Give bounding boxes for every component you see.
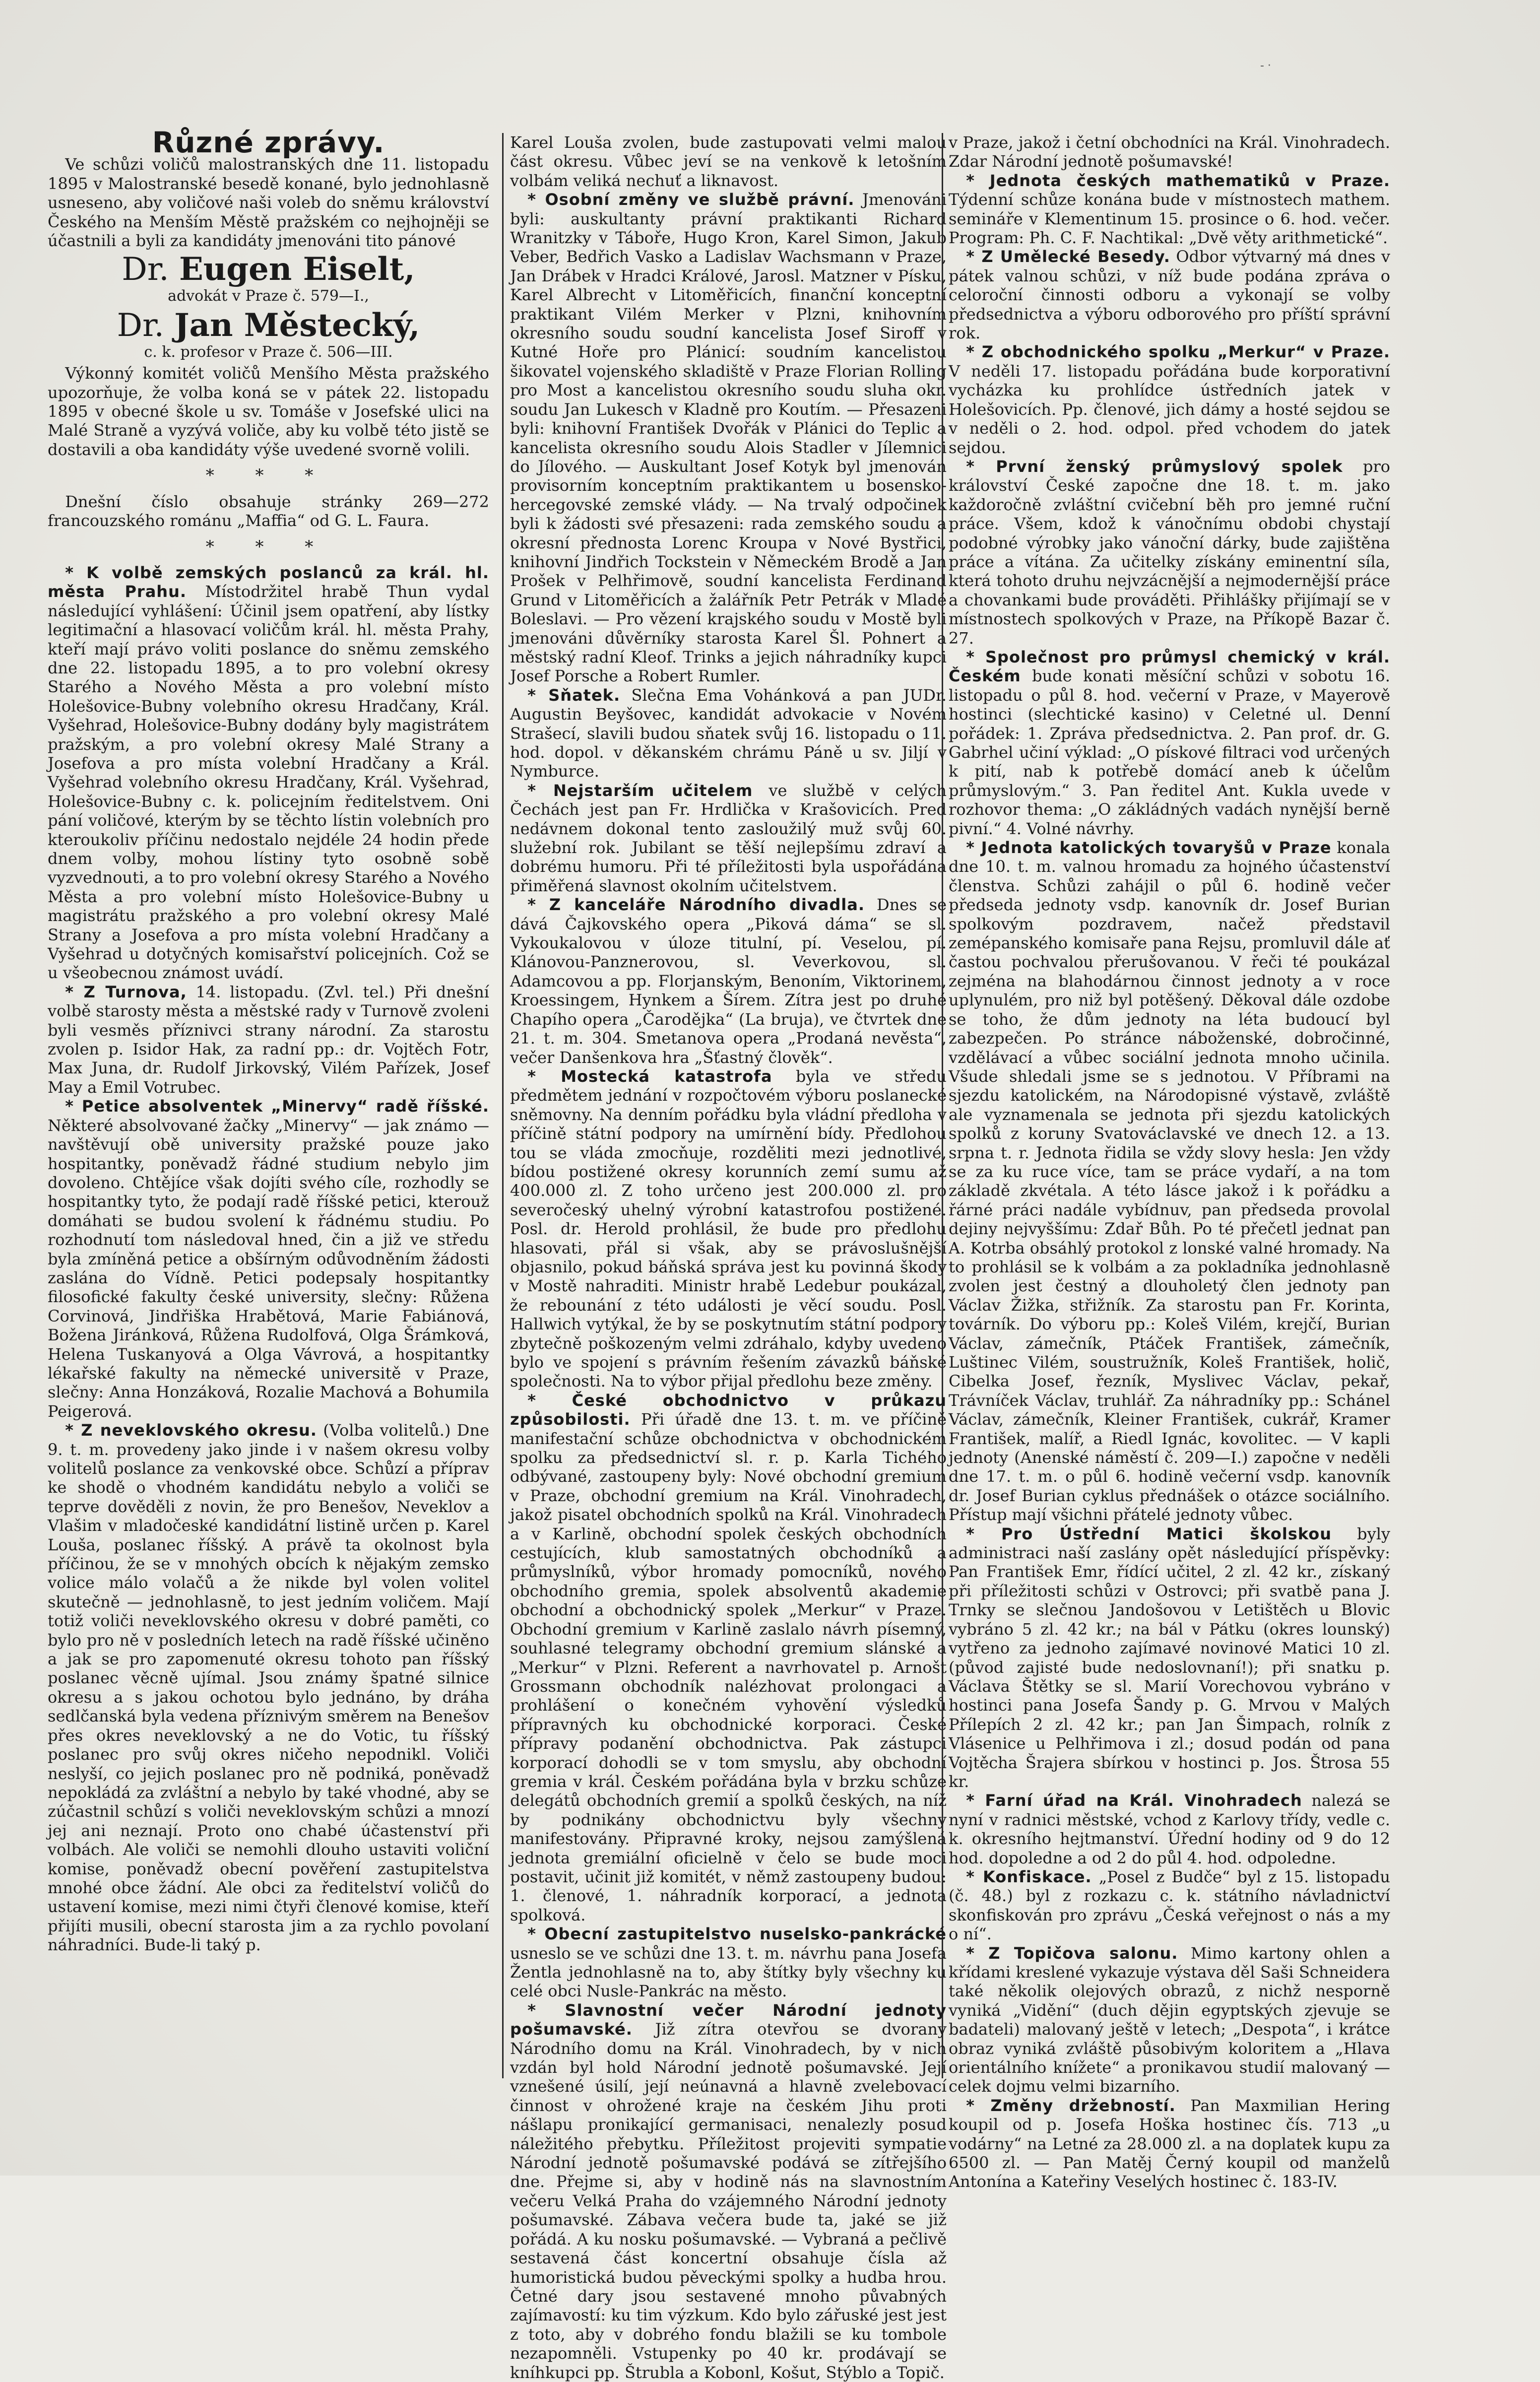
news-heading: * Konfiskace. [966, 1867, 1092, 1886]
paragraph: Ve schůzi voličů malostranských dne 11. listopadu 1895 v Malostranské besedě konané, bylo jednohlasně usneseno, aby voličové naši voleb do sněmu království Českého na Menším Městě pražském co nejhojněji se účastnili a byli za kandidáty jmenováni tito pánové [48, 155, 489, 251]
news-item [949, 247, 1390, 342]
news-body: ve službě v celých Čechách jest pan Fr. Hrdlička v Krašovicích. Pred nedávnem dokonal tento zasloužilý muž svůj 60. služební rok. Jubilant se těší nejlepšímu zdraví a dobrému humoru. Při té příležitosti byla uspořádána přiměřená slavnost okolním učitelstvem. [510, 781, 947, 895]
news-body: (Volba volitelů.) Dne 9. t. m. provedeny jako jinde i v našem okresu volby volitelů poslance za venkovské obce. Schůzí a příprav ke shodě o vhodném kandidátu nebylo a voliči se teprve dověděli z novin, že pro Benešov, Neveklov a Vlašim v mladočeské kandidátní listině určen p. Karel Louša, poslanec říšský. A právě ta okolnost byla příčinou, že se v mnohých obcích k nějakým zemsko volice málo volačů a že nikde byl volen volitel skutečně — jednohlasně, to jest jedním voličem. Mají totiž voliči neveklovského okresu v dobré paměti, co bylo pro ně v posledních letech na radě říšské učiněno a jak se pro zapomenuté okresu tohoto pan říšský poslanec věcně ujímal. Jsou známy špatné silnice okresu a s jakou ochotou bylo jednáno, by dráha sedlčanská byla vedena příznivým směrem na Benešov přes okres neveklovský a ne do Votic, tu říšský poslanec pro svůj okres ničeho nepodnikl. Voliči neslyší, co jejich poslanec pro ně podniká, poněvadž nepokládá za zvláštní a nebylo by také vhodné, aby se zúčastnil schůzí s voliči neveklovským schůzi a mnozí jej ani neznají. Proto ono chabé účastenství při volbách. Ale voliči se nemohli dlouho ustaviti voliční komise, poněvadž obecní pověření zastupitelstva mnohé obce žádní. Ale obci za ředitelství voličů do ustavení komise, mezi nimi čtyři členové komise, kteří přijíti musili, obecní starosta jim a za rychlo povolaní náhradníci. Bude-li taký p. [48, 1421, 490, 1955]
candidate-2 [48, 308, 489, 362]
news-heading: * Jednota katolických tovaryšů v Praze [966, 838, 1332, 858]
news-body: pro království České započne dne 18. t. m. jako každoročně zvláštní cvičební běh pro jemné ruční práce. Všem, kdož k vánočnímu obdobi chystají podobné výrobky jako vánoční dárky, bude zajištěna práce a vítána. Za učitelky získány eminentní síla, která tohoto druhu nejvzácnější a nejmodernější práce a chovankami bude prováděti. Přihlášky přijímají se v místnostech spolkových v Praze, na Příkopě Bazar č. 27. [949, 457, 1391, 648]
column-3 [949, 133, 1391, 2191]
paragraph: Dnešní číslo obsahuje stránky 269—272 francouzského románu „Maffia“ od G. L. Faura. [48, 492, 489, 530]
news-body: bude konati měsíční schůzi v sobotu 16. listopadu o půl 8. hod. večerní v Praze, v Mayerově hostinci (slechtické kasino) v Celetné ul. Denní pořádek: 1. Zpráva předsednictva. 2. Pan prof. dr. G. Gabrhel učiní výklad: „O pískové filtraci vod určených k pití, nab k potřebě domácí aneb k účelům průmyslovým.“ 3. Pan ředitel Ant. Kukla uvede v rozhovor thema: „O zákládných vadách nynější berně pivní.“ 4. Volné návrhy. [949, 666, 1391, 838]
candidate-title: Dr. [122, 251, 169, 288]
news-item [510, 2001, 947, 2382]
news-heading: * Z Umělecké Besedy. [966, 247, 1170, 266]
news-item [510, 781, 947, 895]
news-item [48, 1097, 489, 1421]
news-body: 14. listopadu. (Zvl. tel.) Při dnešní volbě starosty města a městské rady v Turnově zvoleni byli vesměs příznivci strany národní. Za starostu zvolen p. Isidor Hak, za radní pp.: dr. Vojtěch Fotr, Max Juna, dr. Rudolf Jirkovský, Vilém Pařízek, Josef May a Emil Votrubec. [48, 982, 490, 1097]
candidate-name: Eugen Eiselt, [179, 251, 415, 288]
news-body: Jmenováni byli: auskultanty právní praktikanti Richard Wranitzky v Táboře, Hugo Kron, Karel Simon, Jakub Veber, Bedřich Vasko a Ladislav Wachsmann v Praze, Jan Drábek v Hradci Králové, Jarosl. Matzner v Písku, Karel Albrecht v Litoměřicích, finanční konceptní praktikant Vilém Merker v Plzni, knihovním okresního soudu soudní kancelista Josef Siroff v Kutné Hoře pro Plánicí: soudním kancelistou šikovatel vojenského skladiště v Praze Florian Rolling pro Most a kancelistou okresního soudu sluha okr. soudu Jan Lukesch v Kladně pro Koutím. — Přesazeni byli: knihovní František Dvořák v Plánici do Teplic a kancelista okresního soudu Alois Stadler v Jílemnici do Jílového. — Auskultant Josef Kotyk byl jmenován provisorním konceptním praktikantem u bosensko-hercegovské zemské vlády. — Na trvalý odpočinek byli k žádosti své přesazeni: rada zemského soudu a okresní přednosta Lorenc Kroupa v Nové Bystřici, knihovní Jindřich Tockstein v Německém Brodě a Jan Prošek v Pelhřimově, soudní kancelista Ferdinand Grund v Litoměřicích a žalářník Petr Petrák v Mladé Boleslavi. — Pro vězení krajského soudu v Mostě byli jmenováni důvěrníky starosta Karel Šl. Pohnert a městský radní Kleof. Trinks a jejich náhradníky kupci Josef Porsche a Robert Rumler. [510, 190, 947, 686]
news-item [949, 1944, 1390, 2096]
news-item [510, 1924, 947, 2001]
candidate-address: c. k. profesor v Praze č. 506—III. [144, 343, 393, 361]
news-heading: * České obchodnictvo v průkazu způsobilosti. [510, 1390, 947, 1429]
news-item [510, 895, 947, 1067]
news-item [949, 1524, 1390, 1791]
news-item [949, 171, 1390, 248]
paragraph: Karel Louša zvolen, bude zastupovati velmi malou část okresu. Vůbec jeví se na venkově k letošním volbám veliká nechuť a liknavost. [510, 133, 947, 190]
news-body: Místodržitel hrabě Thun vydal následující vyhlášení: Účinil jsem opatření, aby lístky legitimační a hlasovací voličům král. hl. města Prahy, kteří mají právo voliti poslance do sněmu zemského dne 22. listopadu 1895, a to pro volební okresy Starého a Nového Města a pro volební místo Holešovice-Bubny volebního okresu Hradčany, Král. Vyšehrad, Holešovice-Bubny dodány byly magistrátem pražským, a pro volební okresy Malé Strany a Josefova a pro místa volební Hradčany a Král. Vyšehrad volebního okresu Hradčany, Král. Vyšehrad, Holešovice-Bubny c. k. policejním ředitelstvem. Oni pání voličové, kterým by se těchto lístin volebních pro kteroukoliv příčinu nedostalo nejdéle 24 hodin přede dnem volby, mohou lístiny tyto osobně sobě vyzvednouti, a to pro volební okresy Starého a Nového Města a pro volební místo Holešovice-Bubny u magistrátu pražského a pro volební okresy Malé Strany a Josefova a pro místa volební Hradčany a Vyšehrad u dotyčných komisařství policejních. Což se u všeobecnou známost uvádí. [48, 582, 490, 983]
news-body: Mimo kartony ohlen a křídami kreslené vykazuje výstava děl Saši Schneidera také několik olejových obrazů, z nichž nesporně vyniká „Vidění“ (duch dějin egyptských zjevuje se badateli) malovaný ještě v letech; „Despota“, i krátce obraz vyniká zvláště působivým koloritem a „Hlava orientálního knížete“ a pronikavou studií malovaný — celek dojmu velmi bizarního. [949, 1943, 1391, 2096]
news-item [510, 1391, 947, 1924]
news-heading: * Obecní zastupitelstvo nuselsko-pankrácké [527, 1924, 947, 1944]
news-body: Týdenní schůze konána bude v místnostech mathem. semináře v Klementinum 15. prosince o 6. hod. večer. Program: Ph. C. F. Nachtikal: „Dvě věty arithmetické“. [949, 190, 1390, 248]
news-item [949, 838, 1390, 1524]
news-heading: * Z kanceláře Národního divadla. [527, 895, 865, 915]
news-heading: * Společnost pro průmysl chemický v král. Českém [949, 647, 1390, 686]
news-body: Pan Maxmilian Hering koupil od p. Josefa Hoška hostinec čís. 713 „u vodárny“ na Letné za 28.000 zl. a na doplatek kupu za 6500 zl. — Pan Matěj Černý koupil od manželů Antonína a Kateřiny Veselých hostinec č. 183-IV. [949, 2096, 1391, 2191]
asterism: * * * [205, 536, 331, 557]
news-item [949, 1867, 1390, 1944]
news-heading: * K volbě zemských poslanců za král. hl. města Prahu. [48, 563, 489, 601]
candidate-title: Dr. [117, 307, 164, 344]
paragraph: Výkonný komitét voličů Menšího Města pražského upozorňuje, že volba koná se v pátek 22. listopadu 1895 v obecné škole u sv. Tomáše v Josefské ulici na Malé Straně a vyzývá voliče, aby ku volbě této jistě se dostavili a oba kandidáty výše uvedené svorně volili. [48, 364, 489, 459]
column-2 [510, 133, 947, 2382]
news-item [48, 1421, 489, 1954]
news-heading: * Jednota českých mathematiků v Praze. [966, 171, 1390, 190]
news-heading: * Z neveklovského okresu. [65, 1421, 317, 1440]
news-heading: * Z Turnova, [65, 982, 187, 1001]
news-body: byly administraci naší zaslány opět následující příspěvky: Pan František Emr, řídící učitel, 2 zl. 42 kr., získaný při příležitosti schůzi v Ostrovci; při svatbě pana J. Trnky se slečnou Jandošovou v Letištěch u Blovic vybráno 5 zl. 42 kr.; na bál v Pátku (okres lounský) vytřeno za jednoho zajímavé novinové Matici 10 zl. (původ zajisté bude nedoslovnaní!); při snatku p. Václava Štětky se sl. Marií Vorechovou vybráno v hostinci pana Josefa Šandy p. G. Mrvou v Malých Přílepích 2 zl. 42 kr.; pan Jan Šimpach, rolník z Vlásenice u Pelhřimova i zl.; dosud podán od pana Vojtěcha Šrajera sbírkou v hostinci p. Jos. Štrosa 55 kr. [949, 1524, 1391, 1791]
candidate-address: advokát v Praze č. 579—I., [168, 287, 369, 305]
news-heading: * Pro Ústřední Matici školskou [966, 1524, 1332, 1543]
news-item [949, 457, 1390, 648]
news-item [949, 342, 1390, 457]
news-body: usneslo se ve schůzi dne 13. t. m. návrhu pana Josefa Žentla jednohlasně na to, aby štítky byly všechny ku celé obci Nusle-Pankrác na město. [510, 1943, 947, 2001]
news-heading: * Slavnostní večer Národní jednoty pošumavské. [510, 2000, 947, 2039]
corner-mark: - · [1260, 60, 1271, 72]
news-body: byla ve středu předmětem jednání v rozpočtovém výboru poslanecké sněmovny. Na denním pořádku byla vládní předloha v příčině státní podpory na umírnění bídy. Předlohou tou se vláda zmocňuje, rozděliti mezi jednotlivé, bídou postižené okresy korunních zemí sumu až 400.000 zl. Z toho určeno jest 200.000 zl. pro severočeský uhelný výrobní katastrofou postižené. Posl. dr. Herold prohlásil, že bude pro předlohu hlasovati, přál si však, aby se právoslušnější objasnilo, pokud báňská správa jest ku povinná škody v Mostě nahraditi. Ministr hrabě Ledebur poukázal, že rebounání z této události je věcí soudu. Posl. Hallwich vytýkal, že by se poskytnutím státní podpory zbytečně poškozeným velmi zdráhalo, kdyby uvedeno bylo ve spojení s právním řešením závazků báňské společnosti. Na to výbor přijal předlohu beze změny. [510, 1066, 947, 1391]
column-rule [502, 133, 504, 2078]
candidate-1 [48, 252, 489, 306]
news-heading: * Petice absolventek „Minervy“ radě říšské. [65, 1097, 489, 1116]
news-body: „Posel z Budče“ byl z 15. listopadu (č. 48.) byl z rozkazu c. k. státního návladnictví skonfiskován pro zprávu „Česká veřejnost o nás a my o ní“. [949, 1867, 1391, 1944]
news-item [949, 1791, 1390, 1867]
news-body: Dnes se dává Čajkovského opera „Piková dáma“ se sl. Vykoukalovou v úloze titulní, pí. Veselou, pí. Klánovou-Panznerovou, sl. Veverkovou, sl. Adamcovou a pp. Florjanským, Benoním, Viktorinem, Kroessingem, Hynkem a Šírem. Zítra jest po druhé Chapího opera „Čarodějka“ (La bruja), ve čtvrtek dne 21. t. m. 304. Smetanova opera „Prodaná nevěsta“, večer Danšenkova hra „Šťastný člověk“. [510, 895, 947, 1067]
news-body: nalezá se nyní v radnici městské, vchod z Karlovy třídy, vedle c. k. okresního hejtmanství. Úřední hodiny od 9 do 12 hod. dopoledne a od 2 do půl 4. hod. odpoledne. [949, 1791, 1391, 1867]
news-heading: * Z Topičova salonu. [966, 1943, 1178, 1963]
news-item [48, 983, 489, 1097]
news-heading: * Osobní změny ve službě právní. [527, 190, 855, 209]
column-1 [48, 126, 490, 2088]
news-heading: * Z obchodnického spolku „Merkur“ v Praze. [966, 342, 1390, 362]
asterism: * * * [205, 465, 331, 486]
news-body: Při úřadě dne 13. t. m. ve příčině manifestační schůze obchodnictva v obchodnickém spolku za předsednictví sl. r. p. Karla Tichého odbývané, zastoupeny byly: Nové obchodní gremium v Praze, obchodní gremium na Král. Vinohradech, jakož pisatel obchodních spolků na Král. Vinohradech a v Karlině, obchodní spolek českých obchodních cestujících, klub samostatných obchodníků a průmyslníků, výbor hromady pomocníků, nového obchodního gremia, spolek absolventů akademie obchodní a obchodnický spolek „Merkur“ v Praze. Obchodní gremium v Karlině zaslalo návrh písemný, souhlasné telegramy obchodní gremium slánské a „Merkur“ v Plzni. Referent a navrhovatel p. Arnošt Grossmann obchodník nalézhovat prolongaci a prohlášení o konečném vyhovění výsledků přípravných ku obchodnické korporaci. České přípravy podanění obchodnictva. Pak zástupci korporací dohodli se v tom smyslu, aby obchodní gremia v král. Českém pořádána byla v brzku schůze delegátů obchodních gremií a spolků českých, na níž by podnikány obchodnictvu byly všechny manifestovány. Připravné kroky, nejsou zamýšlená jednota gremiální oficielně v čelo se bude moci postavit, učinit již komitét, v němž zastoupeny budou: 1. členové, 1. náhradník korporací, a jednota spolková. [510, 1410, 947, 1924]
news-heading: * První ženský průmyslový spolek [966, 457, 1343, 476]
news-item [510, 1067, 947, 1391]
news-body: Již zítra otevřou se dvorany Národního domu na Král. Vinohradech, by v nich vzdán byl hold Národní jednotě pošumavské. Její vznešené úsilí, její neúnavná a hlavně zvelebovací činnost v ohrožené kraje na českém Jihu proti nášlapu pronikající germanisaci, nenalezly posud náležitého přebytku. Příležitost projeviti sympatie Národní jednotě pošumavské podává se zítřejšího dne. Přejme si, aby v hodině nás na slavnostním večeru Velká Praha do vzájemného Národní jednoty pošumavské. Zábava večera bude ta, jaké se již pořádá. A ku nosku pošumavské. — Vybraná a pečlivě sestavená část koncertní obsahuje čísla až humoristická budou pěveckými spolky a hudba hrou. Četné dary jsou sestavené mnoho půvabných zajímavostí: ku tim výzkum. Kdo bylo zářuské jest jest z toto, aby v dobrého fondu blažili se ku tombole nezapomněli. Vstupenky po 40 kr. prodávají se kníhkupci pp. Štrubla a Kobonl, Košut, Stýblo a Topič. [510, 2020, 947, 2382]
news-heading: * Mostecká katastrofa [527, 1066, 772, 1086]
news-heading: * Nejstarším učitelem [527, 781, 753, 800]
candidate-name: Jan Městecký, [174, 306, 420, 344]
news-body: Některé absolvované žačky „Minervy“ — jak známo — navštěvují obě university pražské pouze jako hospitantky, poněvadž řádné studium nebylo jim dovoleno. Chtějíce však dojíti svého cíle, rozhodly se hospitantky tyto, že podají radě říšské petici, kterouž domáhati se budou svolení k řádnému studiu. Po rozhodnutí tom následoval hned, čin a již ve středu byla zmíněná petice a obšírným odůvodněním žádosti zaslána do Vídně. Petici podepsaly hospitantky filosofické fakulty české university, slečny: Růžena Corvinová, Jindřiška Hrabětová, Marie Fabiánová, Božena Jiránková, Růžena Rudolfová, Olga Šrámková, Helena Tuskanyová a Olga Vávrová, a hospitantky lékařské fakulty na německé universitě v Praze, slečny: Anna Honzáková, Rozalie Machová a Bohumila Peigerová. [48, 1116, 489, 1421]
news-heading: * Farní úřad na Král. Vinohradech [966, 1791, 1302, 1810]
news-body: Slečna Ema Vohánková a pan JUDr. Augustin Beyšovec, kandidát advokacie v Novém Strašecí, slavili budou sňatek svůj 16. listopadu o 11. hod. dopol. v děkanském chrámu Páně u sv. Jiljí v Nymburce. [510, 685, 947, 781]
news-item [48, 563, 489, 983]
news-item [949, 648, 1390, 838]
news-heading: * Změny držebností. [966, 2096, 1176, 2115]
news-body: Odbor výtvarný má dnes v pátek valnou schůzi, v níž bude podána zpráva o celoroční činnosti odboru a vykonají se volby předsednictva a výboru odborového pro příští správní rok. [949, 247, 1391, 343]
news-item [510, 190, 947, 686]
paragraph: v Praze, jakož i četní obchodníci na Král. Vinohradech. Zdar Národní jednotě pošumavské! [949, 133, 1390, 171]
section-headline: Různé zprávy. [152, 126, 385, 159]
news-item [949, 2096, 1390, 2191]
news-body: V neděli 17. listopadu pořádána bude korporativní vycházka ku prohlídce ústředních jatek v Holešovicích. Pp. členové, jich dámy a hosté sejdou se v neděli o 2. hod. odpol. před vchodem do jatek sejdou. [949, 361, 1390, 457]
news-body: konala dne 10. t. m. valnou hromadu za hojného účastenství členstva. Schůzi zahájil o půl 6. hodině večer předseda jednoty vsdp. kanovník dr. Josef Burian spolkovým pozdravem, načež představil zemépanského komisaře pana Rejsu, promluvil dále ať častou pochvalou přerušovanou. V řeči té poukázal zejména na blahodárnou činnost jednoty a v roce uplynulém, pro niž byl potěšený. Děkoval dále ozdobe se toho, že dům jednoty na léta budoucí byl zabezpečen. Po stránce náboženské, dobročinné, vzdělávací a vůbec sociální jednota mnoho učinila. Všude shledali jsme se s jednotou. V Příbrami na sjezdu katolickém, na Národopisné výstavě, zvláště ale vyznamenala se jednota při sjezdu katolických spolků z koruny Svatováclavské ve dnech 12. a 13. srpna t. r. Jednota řidila se vždy slovy hesla: Jen vždy se za ku ruce více, tam se práce vydaří, a na tom základě zkvétala. A této lásce jakož i k pořádku a řárné práci nadále vybídnuv, pan předseda provolal dejiny nejvyššímu: Zdař Bůh. Po té přečetl jednat pan A. Kotrba obsáhlý protokol z lonské valné hromady. Na to prohlásil se k volbám a za pokladníka jednohlasně zvolen jest čestný a dlouholetý člen jednoty pan Václav Žižka, střižník. Za starostu pan Fr. Korinta, továrník. Do výboru pp.: Koleš Vilém, krejčí, Burian Václav, zámečník, Ptáček František, zámečník, Luštinec Vilém, soustružník, Koleš František, holič, Cibelka Josef, řezník, Myslivec Václav, pekař, Trávníček Václav, truhlář. Za náhradníky pp.: Schánel Václav, zámečník, Kleiner František, cukrář, Kramer František, malíř, a Riedl Ignác, kovolitec. — V kapli jednoty (Anenské náměstí č. 209—I.) započne v neděli dne 17. t. m. o půl 6. hodině večerní vsdp. kanovník dr. Josef Burian cyklus přednášek o otázce sociálního. Přístup mají všichni přátelé jednoty vůbec. [949, 838, 1391, 1524]
news-heading: * Sňatek. [527, 685, 621, 705]
news-item [510, 686, 947, 781]
